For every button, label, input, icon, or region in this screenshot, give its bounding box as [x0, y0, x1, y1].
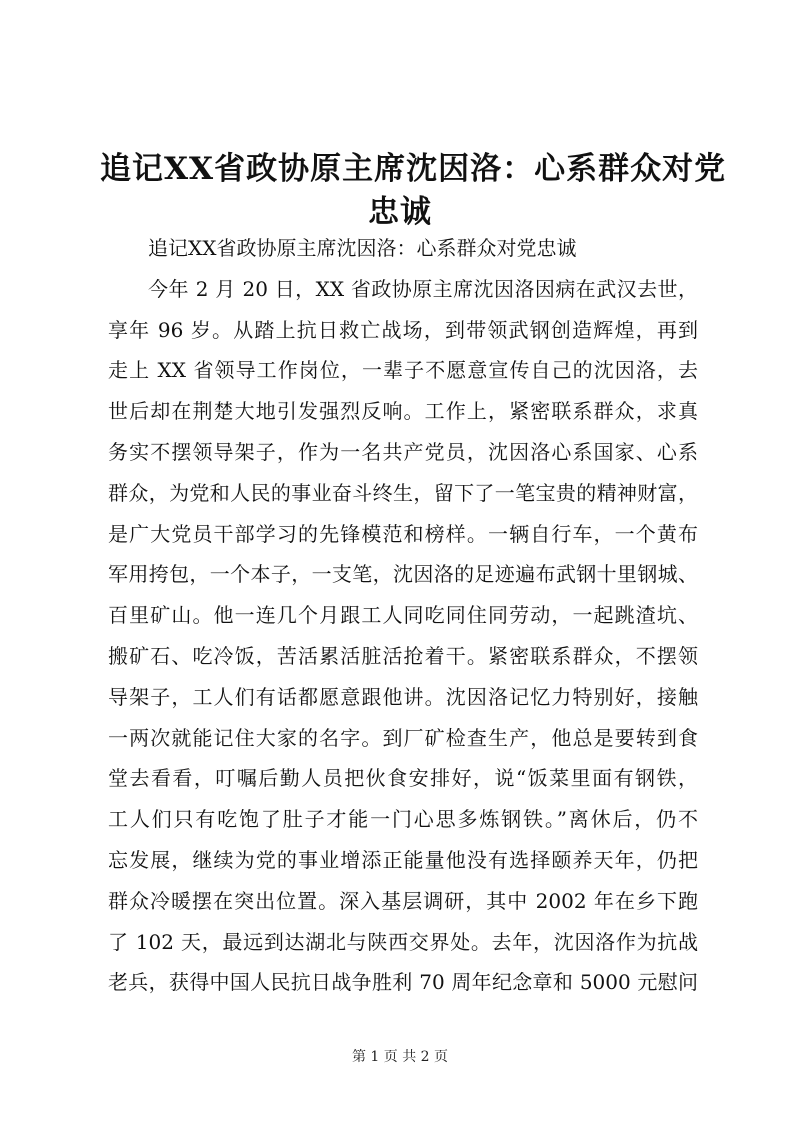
body-line: 忘发展，继续为党的事业增添正能量他没有选择颐养天年，仍把 — [108, 848, 698, 872]
body-line: 群众，为党和人民的事业奋斗终生，留下了一笔宝贵的精神财富， — [108, 481, 698, 505]
body-line: 堂去看看，叮嘱后勤人员把伙食安排好，说“饭菜里面有钢铁， — [108, 766, 698, 790]
body-line: 享年 96 岁。从踏上抗日救亡战场，到带领武钢创造辉煌，再到 — [108, 318, 698, 342]
body-line: 是广大党员干部学习的先锋模范和榜样。一辆自行车，一个黄布 — [108, 522, 698, 546]
page-footer: 第 1 页 共 2 页 — [351, 1049, 449, 1065]
document-subtitle: 追记XX省政协原主席沈因洛：心系群众对党忠诚 — [148, 236, 577, 260]
body-line: 百里矿山。他一连几个月跟工人同吃同住同劳动，一起跳渣坑、 — [108, 603, 698, 627]
body-line: 世后却在荆楚大地引发强烈反响。工作上，紧密联系群众，求真 — [108, 399, 698, 423]
body-line: 了 102 天，最远到达湖北与陕西交界处。去年，沈因洛作为抗战 — [108, 930, 698, 954]
body-line: 搬矿石、吃冷饭，苦活累活脏活抢着干。紧密联系群众，不摆领 — [108, 644, 698, 668]
body-line: 军用挎包，一个本子，一支笔，沈因洛的足迹遍布武钢十里钢城、 — [108, 562, 698, 586]
body-line: 走上 XX 省领导工作岗位，一辈子不愿意宣传自己的沈因洛，去 — [108, 358, 698, 382]
body-line: 群众冷暖摆在突出位置。深入基层调研，其中 2002 年在乡下跑 — [108, 889, 698, 913]
body-line: 一两次就能记住大家的名字。到厂矿检查生产，他总是要转到食 — [108, 726, 698, 750]
document-title-continued: 忠诚 — [368, 194, 432, 230]
body-line: 今年 2 月 20 日，XX 省政协原主席沈因洛因病在武汉去世， — [148, 277, 698, 301]
body-line: 工人们只有吃饱了肚子才能一门心思多炼钢铁。”离休后，仍不 — [108, 807, 698, 831]
body-line: 导架子，工人们有话都愿意跟他讲。沈因洛记忆力特别好，接触 — [108, 685, 698, 709]
body-line: 务实不摆领导架子，作为一名共产党员，沈因洛心系国家、心系 — [108, 440, 698, 464]
document-title: 追记XX省政协原主席沈因洛：心系群众对党 — [100, 151, 727, 187]
body-line: 老兵，获得中国人民抗日战争胜利 70 周年纪念章和 5000 元慰问 — [108, 970, 698, 994]
